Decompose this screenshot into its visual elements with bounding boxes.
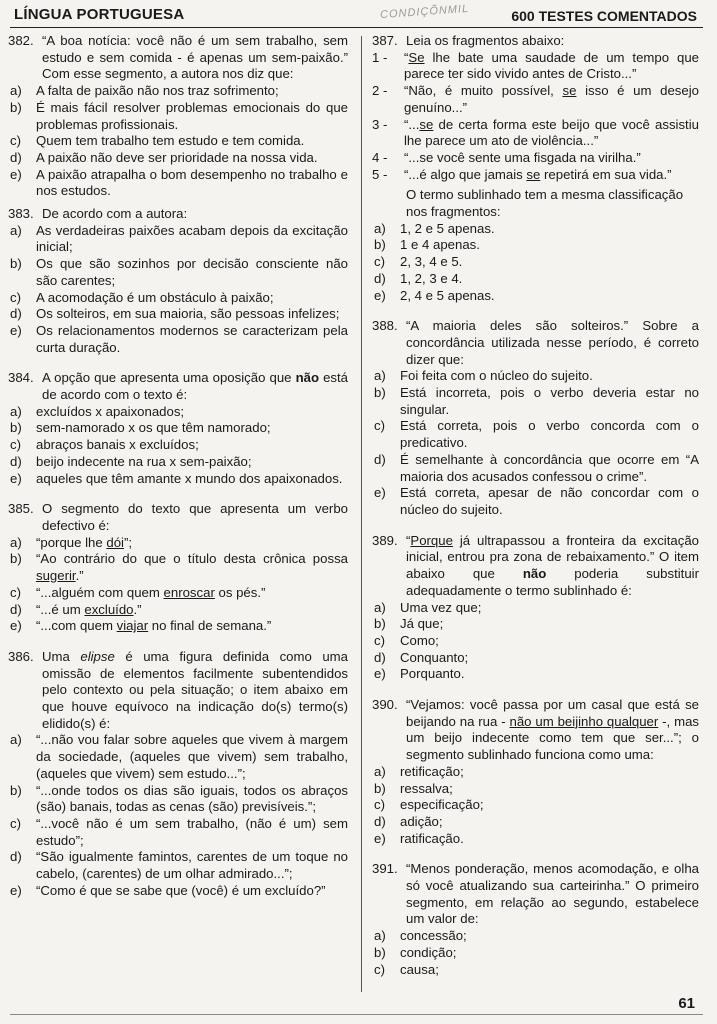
option-a: a) Uma vez que; <box>374 599 482 615</box>
question-number: 384. <box>8 370 34 386</box>
underlined-term: excluído <box>84 601 134 617</box>
option-c: c) abraços banais x excluídos; <box>10 437 199 453</box>
page-number: 61 <box>678 995 695 1012</box>
underlined-term: enroscar <box>163 584 215 600</box>
option-c: c) Quem tem trabalho tem estudo e tem comida. <box>10 133 305 149</box>
option-b: b) Já que; <box>374 616 444 632</box>
option-c: c) 2, 3, 4 e 5. <box>374 254 463 270</box>
header-rule <box>10 27 703 28</box>
option-b: b) Os que são sozinhos por decisão consciente não são carentes; <box>10 256 348 288</box>
fragment-4: 4 - “...se você sente uma fisgada na virilha.” <box>372 149 641 165</box>
question-385 <box>8 501 348 635</box>
option-d: d) Os solteiros, em sua maioria, são pessoas infelizes; <box>10 306 340 322</box>
option-a: a) 1, 2 e 5 apenas. <box>374 220 495 236</box>
question-387 <box>372 33 699 304</box>
option-e: e) “Como é que se sabe que (você) é um excluído?” <box>10 882 326 898</box>
option-c: c) “...alguém com quem enroscar os pés.” <box>10 584 266 600</box>
option-d: d) beijo indecente na rua x sem-paixão; <box>10 453 252 469</box>
fragment-3: 3 - “...se de certa forma este beijo que você assistiu lhe parece um ato de violência...” <box>372 116 699 149</box>
question-stem: “A maioria deles são solteiros.” Sobre a concordância utilizada nesse período, é correto dizer que: <box>406 318 699 367</box>
option-d: d) “São igualmente famintos, carentes de um toque no cabelo, (carentes) de um olhar admirado...”; <box>10 849 348 882</box>
question-stem: “Menos ponderação, menos acomodação, e olha só você atualizando sua carteirinha.” O primeiro segmento, em relação ao segundo, estabelece um valor de: <box>406 861 699 927</box>
question-389 <box>372 533 699 683</box>
question-stem: “Vejamos: você passa por um casal que está se beijando na rua - não um beijinho qualquer -, mas um beijo indecente como tem que ser...”; o segmento sublinhado funciona como uma: <box>406 697 699 763</box>
option-b: b) condição; <box>374 944 457 960</box>
underlined-term: se <box>526 166 541 182</box>
question-388 <box>372 318 699 518</box>
header-book-title: 600 TESTES COMENTADOS <box>511 8 697 24</box>
option-e: e) “...com quem viajar no final de semana.” <box>10 618 272 634</box>
option-d: d) adição; <box>374 813 443 829</box>
question-number: 385. <box>8 501 34 517</box>
underlined-term: se <box>562 83 577 99</box>
question-stem: “A boa notícia: você não é um sem trabalho, sem estudo e sem comida - é apenas um sem-paixão.” Com esse segmento, a autora nos diz que: <box>42 33 348 82</box>
option-a: a) “...não vou falar sobre aqueles que vivem à margem da sociedade, (aqueles que vivem) sem trabalho, (aqueles que vivem) sem estudo...”; <box>10 732 348 781</box>
fragment-1: 1 - “Se lhe bate uma saudade de um tempo que parece ter sido vivido antes de Cristo...” <box>372 49 699 82</box>
option-d: d) 1, 2, 3 e 4. <box>374 270 463 286</box>
underlined-term: dói <box>106 534 124 550</box>
option-c: c) Como; <box>374 632 439 648</box>
question-number: 390. <box>372 697 398 713</box>
question-384 <box>8 370 348 487</box>
option-b: b) Está incorreta, pois o verbo deveria estar no singular. <box>374 385 699 417</box>
footer-rule <box>10 1014 703 1015</box>
option-a: a) As verdadeiras paixões acabam depois da excitação inicial; <box>10 222 348 255</box>
question-stem: “Porque já ultrapassou a fronteira da excitação inicial, entrou pra zona de rebaixamento.” O item abaixo que não poderia substituir adequadamente o termo sublinhado é: <box>406 532 699 598</box>
question-number: 388. <box>372 318 398 334</box>
option-d: d) É semelhante à concordância que ocorre em “A maioria dos acusados confessou o crime”. <box>374 451 699 484</box>
option-b: b) “...onde todos os dias são iguais, todos os abraços (são) banais, todas as cenas (são) previsíveis.”; <box>10 782 348 815</box>
column-divider <box>361 36 362 992</box>
question-substem: O termo sublinhado tem a mesma classificação nos fragmentos: <box>406 187 684 220</box>
fragment-2: 2 - “Não, é muito possível, se isso é um desejo genuíno...” <box>372 83 699 115</box>
option-e: e) aqueles que têm amante x mundo dos apaixonados. <box>10 470 343 486</box>
option-b: b) ressalva; <box>374 780 453 796</box>
question-stem: Leia os fragmentos abaixo: <box>406 33 565 48</box>
option-e: e) Está correta, apesar de não concordar com o núcleo do sujeito. <box>374 485 699 517</box>
option-e: e) Porquanto. <box>374 666 465 682</box>
question-stem: A opção que apresenta uma oposição que não está de acordo com o texto é: <box>42 370 349 403</box>
question-390 <box>372 697 699 847</box>
question-number: 386. <box>8 648 34 664</box>
option-a: a) excluídos x apaixonados; <box>10 403 185 419</box>
option-e: e) Os relacionamentos modernos se caracterizam pela curta duração. <box>10 322 348 355</box>
option-c: c) Está correta, pois o verbo concorda com o predicativo. <box>374 418 699 451</box>
option-a: a) “porque lhe dói”; <box>10 534 133 550</box>
option-e: e) A paixão atrapalha o bom desempenho no trabalho e nos estudos. <box>10 166 348 199</box>
option-b: b) É mais fácil resolver problemas emocionais do que problemas profissionais. <box>10 99 348 132</box>
left-column <box>8 33 348 905</box>
question-stem: De acordo com a autora: <box>42 206 188 222</box>
question-382 <box>8 33 348 200</box>
option-e: e) ratificação. <box>374 830 464 846</box>
option-a: a) concessão; <box>374 928 467 944</box>
question-stem: O segmento do texto que apresenta um verbo defectivo é: <box>42 501 348 533</box>
question-number: 387. <box>372 33 398 48</box>
underlined-term: Porque <box>410 532 453 548</box>
underlined-term: viajar <box>116 618 149 634</box>
underlined-term: Se <box>408 49 425 65</box>
underlined-term: se <box>419 116 434 132</box>
option-b: b) “Ao contrário do que o título desta crônica possa sugerir.” <box>10 551 348 584</box>
question-number: 383. <box>8 206 34 222</box>
option-e: e) 2, 4 e 5 apenas. <box>374 287 495 303</box>
option-c: c) A acomodação é um obstáculo à paixão; <box>10 289 274 305</box>
option-c: c) causa; <box>374 961 439 977</box>
question-number: 382. <box>8 33 34 48</box>
option-a: a) Foi feita com o núcleo do sujeito. <box>374 368 593 384</box>
header-subject: LÍNGUA PORTUGUESA <box>14 6 185 23</box>
option-d: d) A paixão não deve ser prioridade na nossa vida. <box>10 149 318 165</box>
underlined-term: sugerir <box>36 568 76 584</box>
right-column <box>372 33 699 984</box>
question-number: 389. <box>372 532 398 548</box>
option-c: c) “...você não é um sem trabalho, (não é um) sem estudo”; <box>10 815 348 848</box>
option-b: b) sem-namorado x os que têm namorado; <box>10 420 271 436</box>
header-stamp: CONDIÇÕNMIL <box>379 2 470 22</box>
option-a: a) retificação; <box>374 763 464 779</box>
question-391 <box>372 861 699 978</box>
option-c: c) especificação; <box>374 797 484 813</box>
fragment-5: 5 - “...é algo que jamais se repetirá em sua vida.” <box>372 166 672 182</box>
option-a: a) A falta de paixão não nos traz sofrimento; <box>10 83 279 99</box>
option-b: b) 1 e 4 apenas. <box>374 237 480 253</box>
question-386 <box>8 649 348 900</box>
underlined-term: não um beijinho qualquer <box>509 713 659 729</box>
question-383 <box>8 206 348 356</box>
option-d: d) “...é um excluído.” <box>10 601 142 617</box>
option-d: d) Conquanto; <box>374 649 469 665</box>
question-stem: Uma elipse é uma figura definida como uma omissão de elementos facilmente subentendidos pelo contexto ou pela situação; o item abaixo em que houve equívoco na indicação do(s) termo(s) elidido(s) é: <box>42 648 348 731</box>
question-number: 391. <box>372 861 398 877</box>
